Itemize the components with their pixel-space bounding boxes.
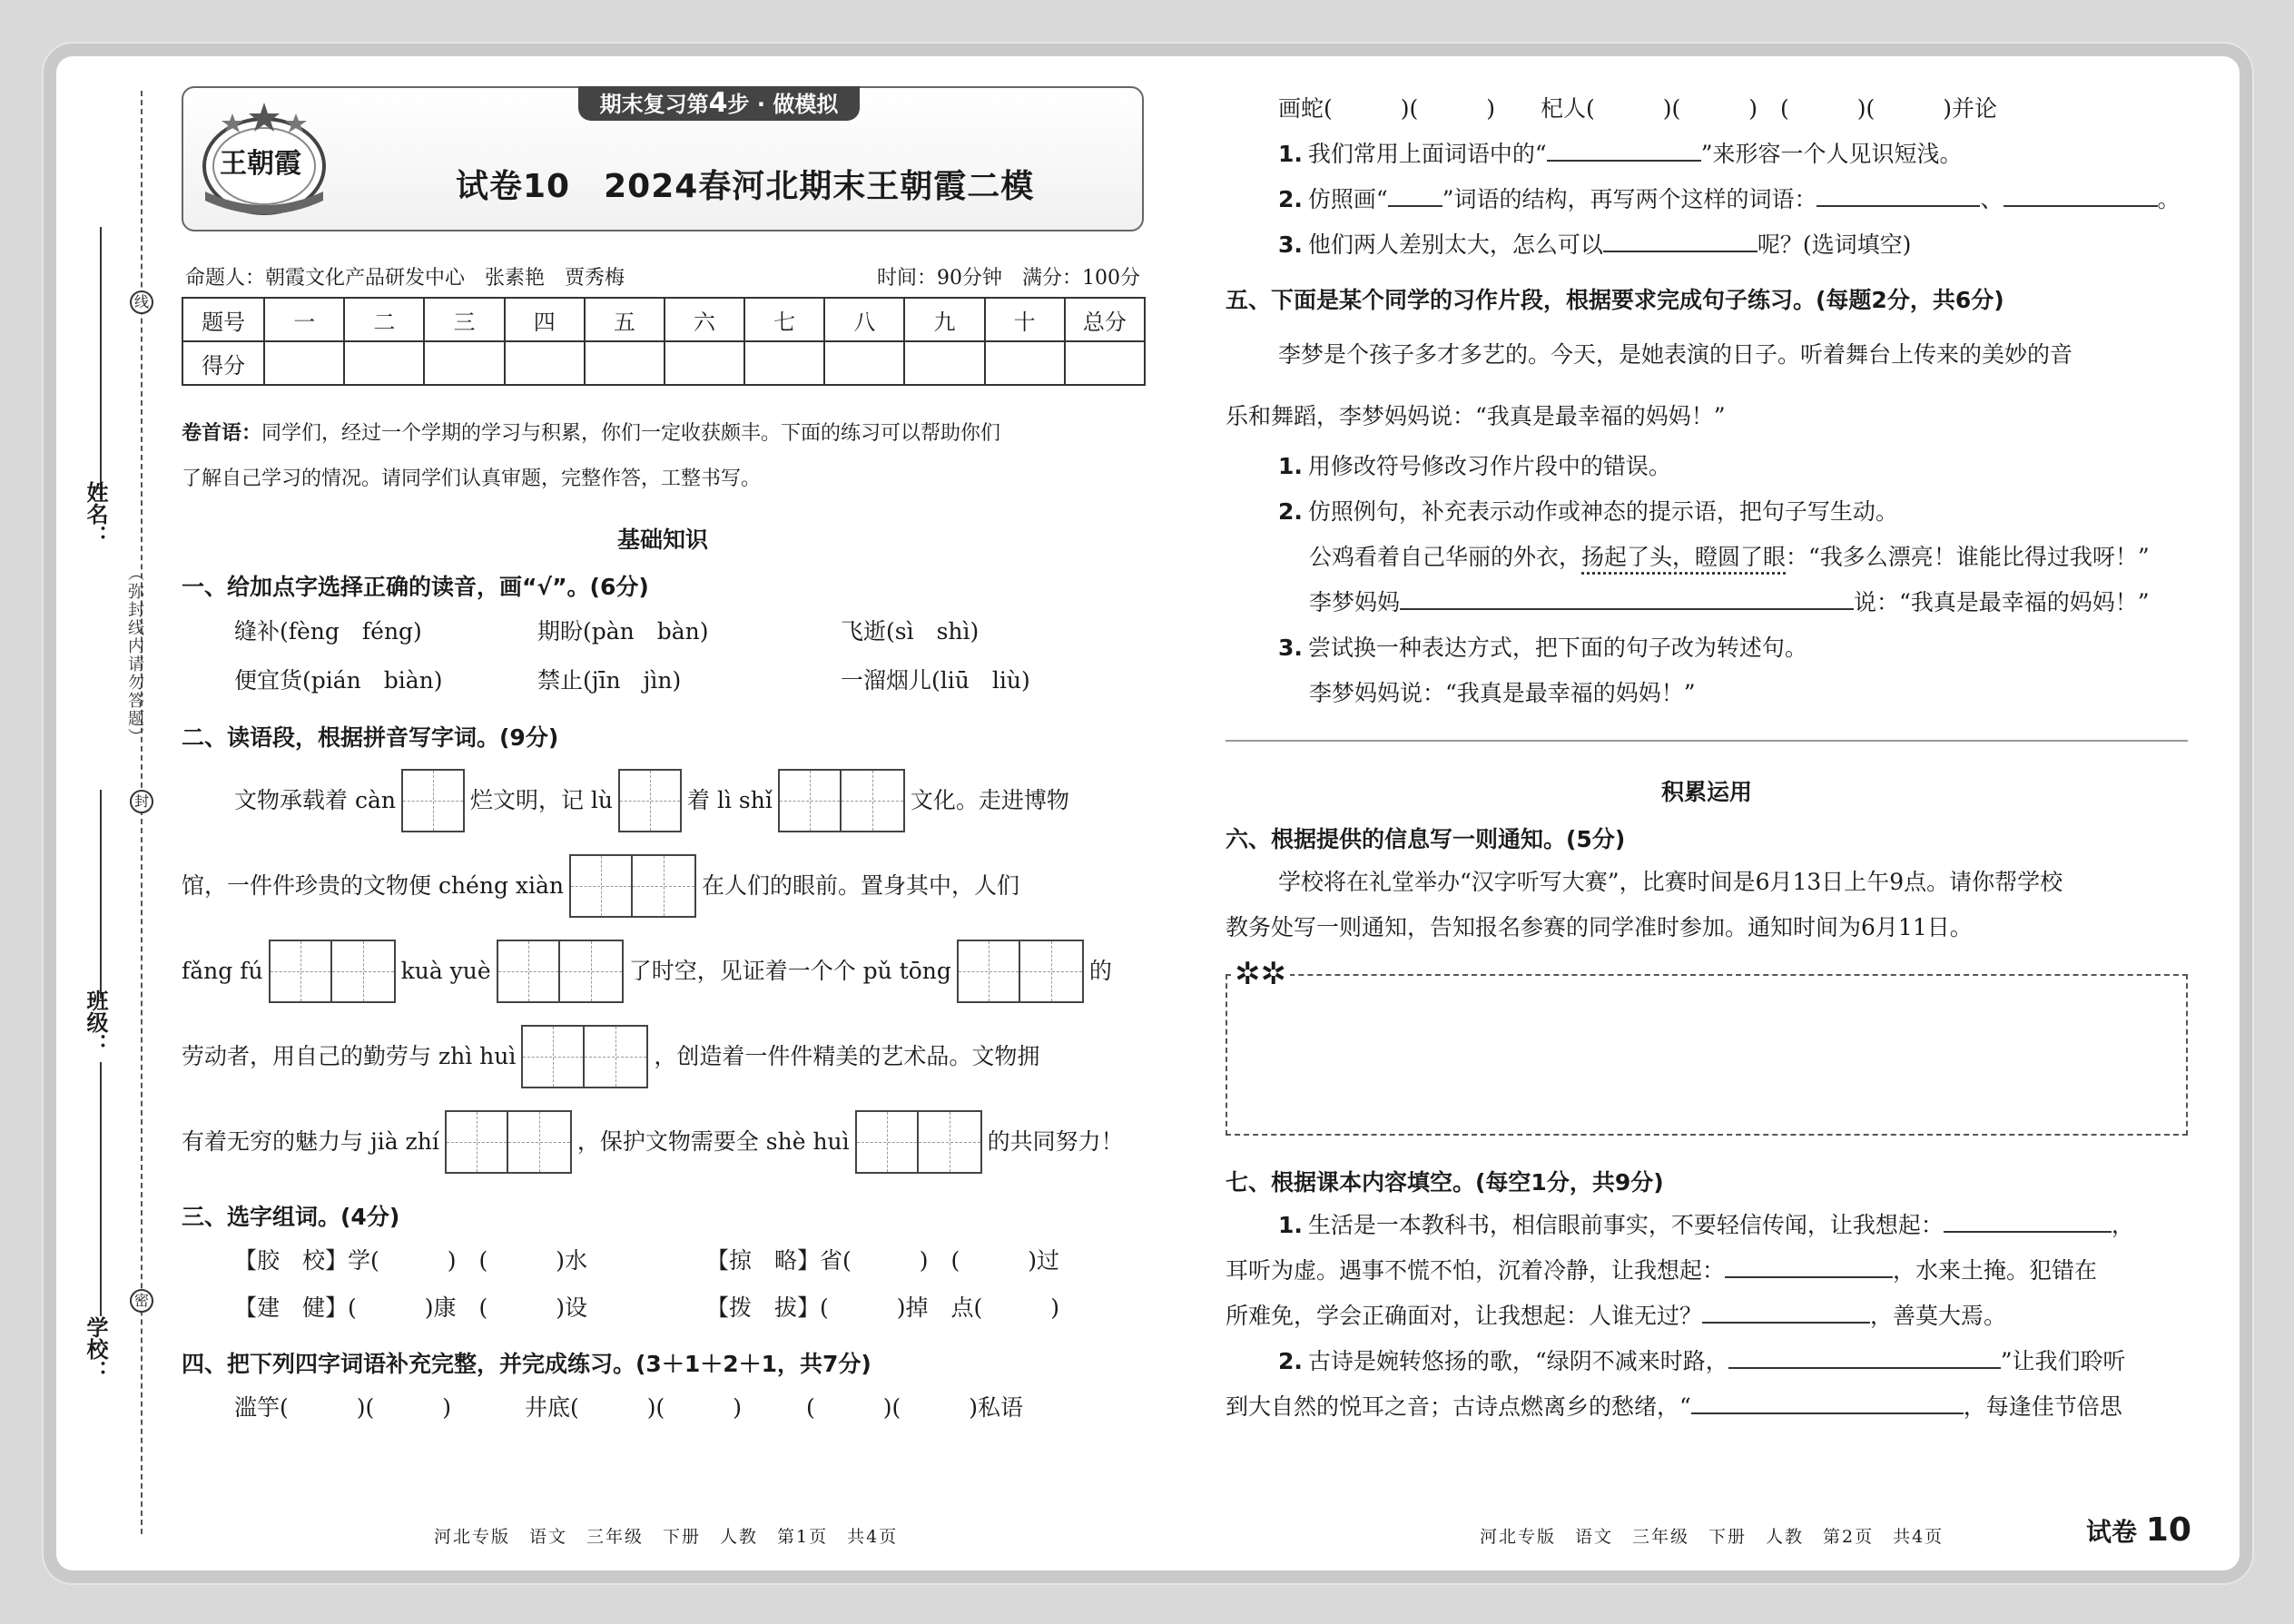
q2-text: 了时空，见证着一个个 pǔ tōng: [628, 958, 951, 984]
answer-line[interactable]: [1702, 1296, 1870, 1324]
q4-s2-text: 、: [1980, 186, 2004, 212]
q2-text: 有着无穷的魅力与 jià zhí: [182, 1128, 439, 1155]
q1-item[interactable]: 一溜烟儿(liū liù): [841, 667, 1030, 694]
q2-text: 烂文明，记 lù: [469, 787, 614, 813]
q7-l3: [1226, 1294, 2188, 1339]
tab-prefix: 期末复习第: [599, 92, 709, 117]
q2-line-2: [182, 843, 1144, 929]
score-input[interactable]: [1065, 341, 1145, 385]
q2-text: ，创造着一件件精美的艺术品。文物拥: [654, 1043, 1040, 1069]
q5-title: 五、下面是某个同学的习作片段，根据要求完成句子练习。(每题2分，共6分): [1226, 287, 2004, 313]
answer-line[interactable]: [1400, 583, 1854, 610]
q2-text: 劳动者，用自己的勤劳与 zhì huì: [182, 1043, 517, 1069]
left-column: [182, 86, 1144, 1432]
answer-line[interactable]: [1728, 1342, 2001, 1369]
q1-row-1: [182, 607, 1144, 656]
q1-title: 一、给加点字选择正确的读音，画“√”。(6分): [182, 574, 649, 600]
answer-line[interactable]: [1691, 1387, 1964, 1414]
seal-mark-secret: 密: [130, 1289, 153, 1313]
q2-line-4: [182, 1014, 1144, 1099]
cell-q1: 一: [264, 298, 344, 341]
q4-title: 四、把下列四字词语补充完整，并完成练习。(3＋1＋2＋1，共7分): [182, 1351, 871, 1377]
q7-text: 耳听为虚。遇事不慌不怕，沉着冷静，让我想起：: [1226, 1257, 1726, 1284]
right-column: [1226, 86, 2188, 1430]
q7-text: 生活是一本教科书，相信眼前事实，不要轻信传闻，让我想起：: [1307, 1212, 1944, 1238]
exam-title: 试卷10 2024春河北期末王朝霞二模: [456, 168, 1035, 205]
answer-box[interactable]: [855, 1110, 982, 1174]
intro: [182, 411, 1144, 502]
q2-text: kuà yuè: [400, 958, 491, 984]
answer-line[interactable]: [2004, 180, 2158, 207]
q2-text: 馆，一件件珍贵的文物便 chéng xiàn: [182, 872, 564, 899]
q1-item[interactable]: 便宜货(pián biàn): [234, 667, 443, 694]
q4-s2: 2. 仿照画“ ”词语的结构，再写两个这样的词语： 、 。: [1226, 177, 2188, 222]
q7-text: ，水来土掩。犯错在: [1893, 1257, 2098, 1284]
q7-text: 到大自然的悦耳之音；古诗点燃离乡的愁绪，“: [1226, 1393, 1691, 1420]
q2-text: 的: [1088, 958, 1112, 984]
q7-title: 七、根据课本内容填空。(每空1分，共9分): [1226, 1169, 1664, 1196]
tab-suffix: 步 · 做模拟: [727, 92, 839, 117]
cell-q7: 七: [744, 298, 824, 341]
divider: [1226, 740, 2188, 742]
q7-l5: [1226, 1384, 2188, 1430]
score-input[interactable]: [904, 341, 984, 385]
score-header-row: [182, 298, 1145, 341]
q5-s3-text: 尝试换一种表达方式，把下面的句子改为转述句。: [1307, 635, 1807, 661]
answer-box[interactable]: [521, 1025, 648, 1088]
q2-text: ，保护文物需要全 shè huì: [576, 1128, 850, 1155]
q2-text: fǎng fú: [182, 958, 263, 984]
cell-score-label: 得分: [182, 341, 264, 385]
q2-line-3: [182, 929, 1144, 1014]
q4-word[interactable]: 井底( )( ): [525, 1394, 743, 1421]
q4-s1-text: ”来形容一个人见识短浅。: [1700, 141, 1963, 167]
q5-example-text: ：“我多么漂亮！谁能比得过我呀！”: [1786, 544, 2150, 570]
time-score: 时间：90分钟 满分：100分: [877, 267, 1140, 290]
score-value-row: [182, 341, 1145, 385]
q4-s1-text: 我们常用上面词语中的“: [1307, 141, 1547, 167]
answer-box[interactable]: [269, 940, 396, 1003]
binding-strip: [64, 82, 163, 1552]
q4-s2-text: 仿照画“: [1307, 186, 1388, 212]
q4-s2-text: ”词语的结构，再写两个这样的词语：: [1442, 186, 1817, 212]
seal-mark-line: 线: [130, 290, 153, 314]
answer-line[interactable]: [1603, 225, 1757, 252]
cell-q10: 十: [985, 298, 1065, 341]
cell-q2: 二: [344, 298, 424, 341]
q5-s1-text: 用修改符号修改习作片段中的错误。: [1307, 453, 1671, 479]
cell-q6: 六: [665, 298, 744, 341]
page-tag: [2086, 1511, 2191, 1549]
q3-title: 三、选字组词。(4分): [182, 1204, 400, 1230]
q3-item[interactable]: 【建 健】( )康 ( )设: [234, 1294, 588, 1321]
school-label: 学校：: [83, 1316, 108, 1382]
notice-writing-box[interactable]: [1226, 956, 2188, 1136]
intro-text-2: 了解自己学习的情况。请同学们认真审题，完整作答，工整书写。: [182, 468, 762, 490]
star-decoration-icon: ✲✲: [1231, 956, 1290, 992]
q4-s3: 3. 他们两人差别太大，怎么可以 呢？(选词填空): [1226, 222, 2188, 268]
tab-num: 4: [708, 87, 728, 119]
q7-l1: 1. 生活是一本教科书，相信眼前事实，不要轻信传闻，让我想起： ，: [1226, 1203, 2188, 1248]
seal-mark-seal: 封: [130, 790, 153, 813]
section-apply: 积累运用: [1660, 779, 1752, 805]
q1-item[interactable]: 缝补(fèng féng): [234, 618, 422, 645]
answer-box[interactable]: [401, 769, 465, 832]
q5-p2: 乐和舞蹈，李梦妈妈说：“我真是最幸福的妈妈！”: [1226, 403, 1726, 429]
q4-s1: 1. 我们常用上面词语中的“ ”来形容一个人见识短浅。: [1226, 132, 2188, 177]
answer-line[interactable]: [1725, 1251, 1893, 1278]
cell-q4: 四: [505, 298, 585, 341]
q7-text: ”让我们聆听: [2000, 1348, 2126, 1374]
school-field[interactable]: [100, 1062, 102, 1316]
q3-row-1: [182, 1237, 1144, 1284]
score-input[interactable]: [824, 341, 904, 385]
answer-box[interactable]: [445, 1110, 572, 1174]
class-field[interactable]: [100, 790, 102, 999]
cell-q5: 五: [585, 298, 665, 341]
q4-s3-text: 呢？(选词填空): [1757, 231, 1912, 258]
q2-title: 二、读语段，根据拼音写字词。(9分): [182, 724, 559, 751]
score-input[interactable]: [505, 341, 585, 385]
answer-box[interactable]: [957, 940, 1084, 1003]
q1-item[interactable]: 期盼(pàn bàn): [537, 618, 709, 645]
q5-example-text: 公鸡看着自己华丽的外衣，: [1309, 544, 1582, 570]
answer-box[interactable]: [618, 769, 682, 832]
answer-box[interactable]: [569, 854, 696, 918]
score-input[interactable]: [744, 341, 824, 385]
cell-q8: 八: [824, 298, 904, 341]
score-input[interactable]: [665, 341, 744, 385]
q5-s3-sentence: 李梦妈妈说：“我真是最幸福的妈妈！”: [1309, 680, 1696, 706]
q3-item[interactable]: 【胶 校】学( ) ( )水: [234, 1247, 588, 1274]
score-input[interactable]: [985, 341, 1065, 385]
page-tag-num: 10: [2145, 1511, 2191, 1549]
footer-left: 河北专版 语文 三年级 下册 人教 第1页 共4页: [434, 1527, 899, 1547]
cell-title: 题号: [182, 298, 264, 341]
q7-text: ，善莫大焉。: [1870, 1303, 2007, 1329]
exam-header: [182, 86, 1144, 231]
q5-fill-text: 说：“我真是最幸福的妈妈！”: [1854, 589, 2150, 615]
section-basic: 基础知识: [616, 527, 708, 553]
authors: 命题人：朝霞文化产品研发中心 张素艳 贾秀梅: [185, 267, 625, 290]
q5-p1: 李梦是个孩子多才多艺的。今天，是她表演的日子。听着舞台上传来的美妙的音: [1278, 341, 2073, 368]
q5-s3: 3. 尝试换一种表达方式，把下面的句子改为转述句。: [1278, 635, 1807, 661]
q1-row-2: [182, 656, 1144, 705]
q7-text: 古诗是婉转悠扬的歌，“绿阴不减来时路，: [1307, 1348, 1728, 1374]
class-label: 班级：: [83, 989, 108, 1055]
q7-l4: 2. 古诗是婉转悠扬的歌，“绿阴不减来时路， ”让我们聆听: [1226, 1339, 2188, 1384]
score-table: [182, 297, 1146, 386]
q5-s2-text: 仿照例句，补充表示动作或神态的提示语，把句子写生动。: [1307, 498, 1898, 525]
q1-item[interactable]: 飞逝(sì shì): [841, 618, 980, 645]
q3-item[interactable]: 【拨 拔】( )掉 点( ): [706, 1294, 1060, 1321]
q5-fill: [1226, 580, 2188, 625]
exam-meta: [182, 262, 1144, 290]
q6-title: 六、根据提供的信息写一则通知。(5分): [1226, 826, 1626, 852]
q7-l2: [1226, 1248, 2188, 1294]
answer-line[interactable]: [1547, 134, 1701, 162]
q3-item[interactable]: 【掠 略】省( ) ( )过: [706, 1247, 1060, 1274]
name-label: 姓名：: [83, 481, 108, 546]
q2-line-1: [182, 758, 1144, 843]
q4-words: [182, 1384, 1144, 1432]
q4-word[interactable]: 滥竽( )( ): [234, 1394, 452, 1421]
intro-label: 卷首语：: [182, 422, 262, 445]
q4-cont[interactable]: 画蛇( )( ) 杞人( )( ) ( )( )并论: [1278, 95, 1998, 122]
q7-text: ，: [2111, 1212, 2134, 1238]
q2-text: 在人们的眼前。置身其中，人们: [702, 872, 1020, 899]
q4-s2-text: 。: [2157, 186, 2181, 212]
page-tag-label: 试卷: [2086, 1517, 2138, 1547]
q2-text: 文化。走进博物: [910, 787, 1069, 813]
answer-line[interactable]: [1388, 180, 1442, 207]
logo-text: 王朝霞: [220, 148, 301, 180]
answer-box[interactable]: [497, 940, 624, 1003]
intro-text-1: 同学们，经过一个学期的学习与积累，你们一定收获颇丰。下面的练习可以帮助你们: [261, 422, 1001, 445]
score-input[interactable]: [344, 341, 424, 385]
q2-text: 的共同努力！: [987, 1128, 1124, 1155]
q6-p1: 学校将在礼堂举办“汉字听写大赛”，比赛时间是6月13日上午9点。请你帮学校: [1278, 869, 2063, 895]
answer-line[interactable]: [1944, 1206, 2112, 1233]
name-field[interactable]: [100, 227, 102, 499]
cell-total: 总分: [1065, 298, 1145, 341]
q4-word[interactable]: ( )( )私语: [806, 1394, 1024, 1421]
cell-q3: 三: [424, 298, 504, 341]
q3-row-2: [182, 1284, 1144, 1332]
binding-note: （弥封线内请勿答题）: [125, 565, 144, 746]
q2-text: 着 lì shǐ: [687, 787, 773, 813]
score-input[interactable]: [264, 341, 344, 385]
cell-q9: 九: [904, 298, 984, 341]
header-tab: [578, 86, 860, 121]
q7-text: ，每逢佳节倍思: [1963, 1393, 2122, 1420]
q6-p2: 教务处写一则通知，告知报名参赛的同学准时参加。通知时间为6月11日。: [1226, 914, 1973, 940]
q5-s2: 2. 仿照例句，补充表示动作或神态的提示语，把句子写生动。: [1278, 498, 1898, 525]
q2-text: 文物承载着 càn: [234, 787, 396, 813]
score-input[interactable]: [585, 341, 665, 385]
answer-line[interactable]: [1816, 180, 1980, 207]
answer-box[interactable]: [778, 769, 905, 832]
q5-example: [1226, 535, 2188, 580]
q4-s3-text: 他们两人差别太大，怎么可以: [1307, 231, 1603, 258]
q2-line-5: [182, 1099, 1144, 1185]
footer-right: 河北专版 语文 三年级 下册 人教 第2页 共4页: [1480, 1527, 1944, 1547]
score-input[interactable]: [424, 341, 504, 385]
q5-example-dotted: 扬起了头，瞪圆了眼: [1581, 544, 1787, 570]
q7-text: 所难免，学会正确面对，让我想起：人谁无过？: [1226, 1303, 1703, 1329]
q5-fill-text: 李梦妈妈: [1309, 589, 1401, 615]
q5-s1: 1. 用修改符号修改习作片段中的错误。: [1278, 453, 1671, 479]
q1-item[interactable]: 禁止(jīn jìn): [537, 667, 682, 694]
